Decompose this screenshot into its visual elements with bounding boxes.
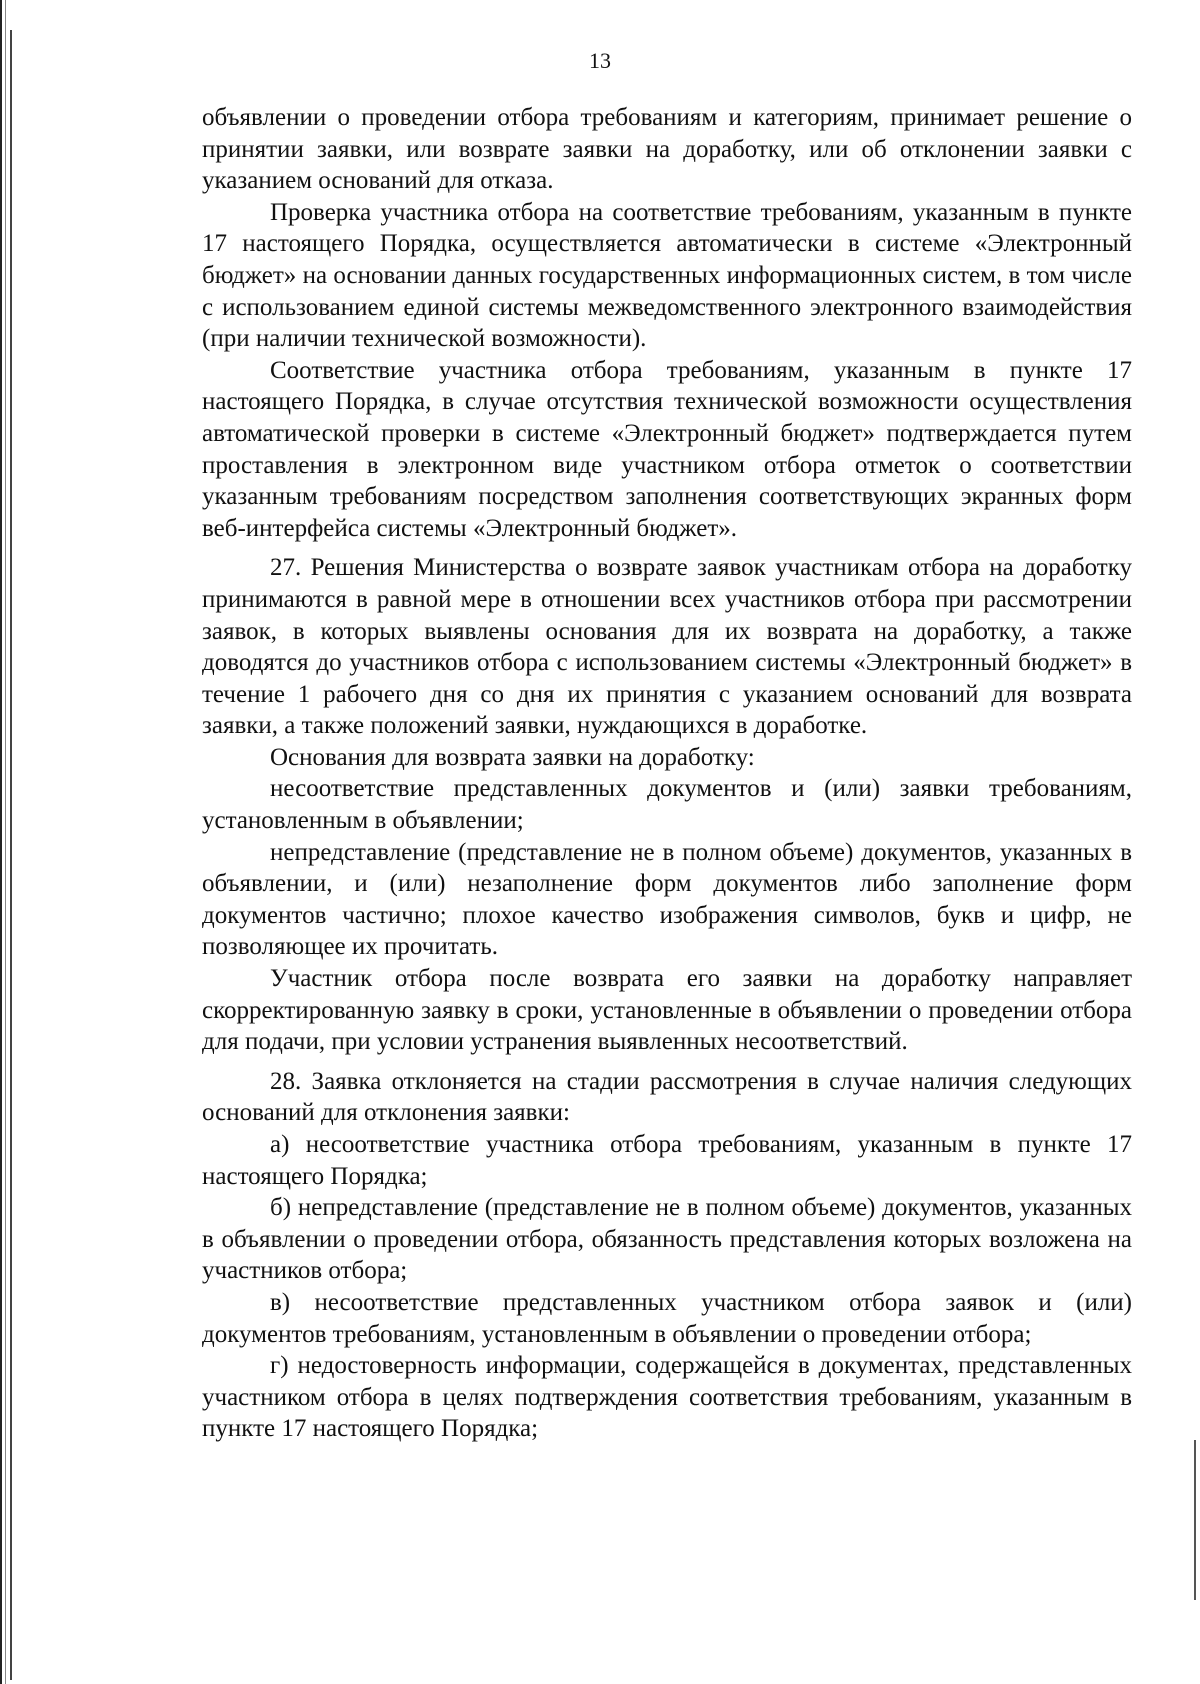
paragraph-rejection-c: в) несоответствие представленных участником отбора заявок и (или) документов требованиям, установленным в объявлении о проведении отбора; bbox=[202, 1288, 1132, 1348]
scan-edge-line bbox=[10, 30, 12, 1680]
paragraph-continuation: объявлении о проведении отбора требованиям и категориям, принимает решение о принятии заявки, или возврате заявки на доработку, или об отклонении заявки с указанием оснований для отказа. bbox=[202, 104, 1132, 195]
scan-edge-right bbox=[1194, 1440, 1196, 1600]
paragraph-verification: Проверка участника отбора на соответствие требованиям, указанным в пункте 17 настоящего Порядка, осуществляется автоматически в системе «Электронный бюджет» на основании данных государственных информационных систем, в том числе с использованием единой системы межведомственного электронного взаимодействия (при наличии технической возможности). bbox=[202, 198, 1132, 353]
paragraph-compliance: Соответствие участника отбора требованиям, указанным в пункте 17 настоящего Порядка, в случае отсутствия технической возможности осуществления автоматической проверки в системе «Электронный бюджет» подтверждается путем проставления в электронном виде участником отбора отметок о соответствии указанным требованиям посредством заполнения соответствующих экранных форм веб-интерфейса системы «Электронный бюджет». bbox=[202, 356, 1132, 542]
paragraph-clause-27: 27. Решения Министерства о возврате заявок участникам отбора на доработку принимаются в равной мере в отношении всех участников отбора при рассмотрении заявок, в которых выявлены основания для их возврата на доработку, а также доводятся до участников отбора с использованием системы «Электронный бюджет» в течение 1 рабочего дня со дня их принятия с указанием оснований для возврата заявки, а также положений заявки, нуждающихся в доработке. bbox=[202, 554, 1132, 740]
paragraph-rejection-a: а) несоответствие участника отбора требованиям, указанным в пункте 17 настоящего Порядка; bbox=[202, 1131, 1132, 1190]
document-body bbox=[202, 102, 1132, 1445]
paragraph-rejection-b: б) непредставление (представление не в полном объеме) документов, указанных в объявлении о проведении отбора, обязанность представления которых возложена на участников отбора; bbox=[202, 1194, 1132, 1285]
paragraph-return-grounds-heading: Основания для возврата заявки на доработку: bbox=[270, 743, 755, 771]
paragraph-return-ground-1: несоответствие представленных документов и (или) заявки требованиям, установленным в объявлении; bbox=[202, 775, 1132, 835]
page-number: 13 bbox=[589, 48, 611, 73]
paragraph-return-ground-2: непредставление (представление не в полном объеме) документов, указанных в объявлении, и (или) незаполнение форм документов либо заполнение форм документов частично; плохое качество изображения символов, букв и цифр, не позволяющее их прочитать. bbox=[202, 838, 1132, 961]
paragraph-resubmission: Участник отбора после возврата его заявки на доработку направляет скорректированную заявку в сроки, установленные в объявлении о проведении отбора для подачи, при условии устранения выявленных несоответствий. bbox=[202, 965, 1132, 1056]
paragraph-rejection-d: г) недостоверность информации, содержащейся в документах, представленных участником отбора в целях подтверждения соответствия требованиям, указанным в пункте 17 настоящего Порядка; bbox=[202, 1352, 1132, 1443]
scan-edge-left bbox=[0, 0, 6, 1684]
paragraph-clause-28: 28. Заявка отклоняется на стадии рассмотрения в случае наличия следующих оснований для отклонения заявки: bbox=[202, 1067, 1132, 1127]
